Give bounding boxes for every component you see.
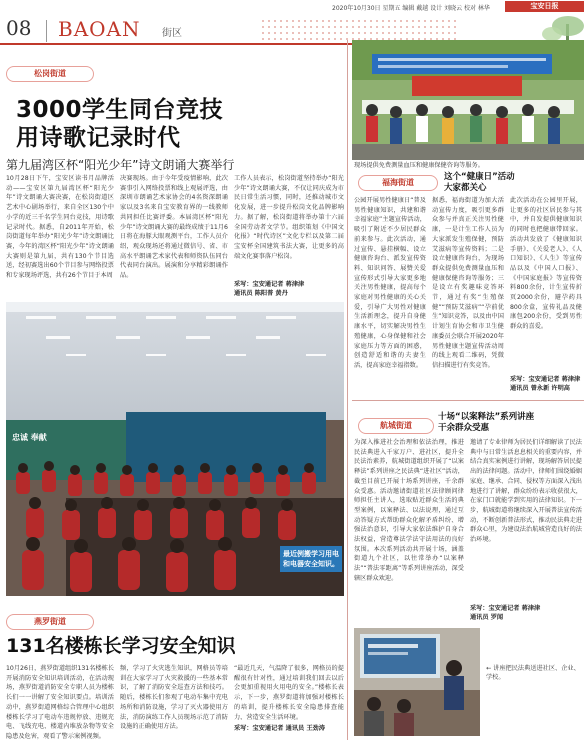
section-divider — [352, 400, 584, 401]
article1-byline: 采写：宝安通记者 蒋津津 通讯员 陈阳普 黄丹 — [234, 281, 305, 297]
health-photo-caption: 现场提供免费测量血压和健康保健咨询等服务。 — [354, 162, 484, 169]
article4-column-1: 10月26日，燕罗街道组织131名楼栋长开展消防安全知识培训活动，在活动现场，燕罗街道消防安全专职人员为楼栋长们一一讲解了安全知识要点。培训活动中，燕罗街道网格综合管理中心组织楼栋长学习了电动车违规停放、违规充电、飞线充电、楼道内堆放杂物等安全隐患及危害，观看了警示案例视频。 — [6, 665, 114, 740]
article4-column-3: “最近几天，气温降了很多，网格员的提醒很有针对性，通过培训我们回去以后会更加重视用火用电的安全。”楼栋长表示，下一步，燕罗街道将加强对楼栋长的培训，提升楼栋长安全隐患排查能力，营造安全生活环境。 — [234, 665, 344, 720]
article3-column-1: 为深入推进社会治理和依法治理，推进民法典进入千家万户、进社区，提升全民法治素养，航城街道组织开展了“以案释法”系列讲座之民法典“进社区”活动，截至目前已开展十场系列讲座，千余群众受惠。活动邀请街道社区法律顾问律师担任主讲人，选取贴近群众生活的典型案例，以案释法、以法说理，通过互动答疑方式帮助群众化解矛盾纠纷、增强法治意识，引导大家依法维护自身合法权益，营造尊法学法守法用法的良好氛围。本次系列活动共开展十场，涵盖街道九个社区，以往常举办“以案释法”“普法零距离”等系列讲座活动，深受辖区群众欢迎。 — [354, 439, 464, 582]
article2-column-2: 据悉，福海街道为加大活动宣传力度，吸引更多群众参与并真正关注男性健康，一是计生工作人员为大家派发生殖保健，预防艾滋病等宣传资料；二是设立健康咨询台，为现场群众提供免费测量血压和健康保健咨询等服务；三是设立有奖趣味竞答环节，通过有奖“生殖保健”“预防艾滋病”“孕前优生”知识竞答，以及由中国计划生育协会和市卫生健康委员会联合开展2020年男性健康主题宣传活动周的线上观看二维码，凭微信扫描进行有奖竞答。 — [432, 197, 504, 369]
headline-line2: 用诗歌记录时代 — [16, 125, 181, 151]
auditorium-photo — [6, 302, 344, 596]
health-event-photo — [352, 40, 584, 160]
masthead-bar — [0, 0, 584, 14]
lecture-photo-caption — [486, 664, 582, 682]
health-event-photo-image — [352, 40, 584, 160]
photo-caption-box: 最近例搬学习用电和电器安全知识。 — [280, 546, 342, 572]
tag-songgang: 松岗街道 — [6, 66, 94, 82]
article1-column-3: 工作人员表示，松岗街道坚持举办“阳光少年”诗文朗诵大赛，不仅让同庆成为市民日常生活习惯，同时，还推动城市文化发展，进一步提升松岗文化品牌影响力。据了解，松岗街道将举办第十六届全国劳动者文学节。组织策划《中国文化报》“时代诗区”文化专栏以及第二届宝安杯全国建筑书法大赛，让更多的高端文化赛事落户松岗。 — [234, 175, 344, 260]
newspaper-brand: 宝安日报 — [505, 1, 584, 12]
header-decoration — [260, 18, 460, 40]
tag-yanluo: 燕罗街道 — [6, 614, 94, 630]
lecture-photo-image — [354, 628, 480, 736]
article2-title: 这个“健康日”活动 大家都关心 — [444, 172, 515, 193]
article4-headline: 131名楼栋长学习安全知识 — [6, 635, 236, 657]
section-subtitle: 街区 — [162, 28, 182, 39]
lecture-photo — [354, 628, 480, 736]
article3-byline: 采写：宝安通记者 蒋津津 通讯员 罗闻 — [470, 605, 541, 621]
column-divider — [347, 40, 348, 740]
article3-column-2: 邀请了专业律师为居民们详细解读了民法典中与日常生活息息相关的重要内容，并结合真实案例进行讲解，现场解答居民提出的法律问题。活动中，律师们围绕婚姻家庭、继承、合同、侵权等方面深入浅出地进行了讲解，群众纷纷表示收获很大，在家门口就能学到实用的法律知识。下一步，航城街道将继续深入开展普法宣传活动，不断创新普法形式，推动民法典走进群众心里，为建设法治航城营造良好的法治环境。 — [470, 439, 582, 544]
article2-column-1: 公园开展男性健康日“普及男性健康知识，共建和谐幸福家庭”主题宣传活动，吸引了附近不少居民群众前来参与。此次活动，通过宣传、悬挂横幅、设立健康咨询台、派发宣传资料、知识问答、展赞关爱宣传形式引导大家更多地关注男性健康，提高每个家庭对男性健康的关心关爱，引导广大男性对健康生活新理念，提升自身健康水平，切实解决男性生殖健康，心身保健和社会家庭压力等方面的困惑，创造舒适和谐的夫妻生活，提高家庭幸福指数。 — [354, 197, 426, 369]
section-title: BAOAN — [58, 17, 141, 41]
article2-byline: 采写：宝安通记者 蒋津津 通讯员 曾永新 许明高 — [510, 376, 581, 392]
article2-column-3: 此次活动在公园里开展，让更多的社区居民参与其中，并自发提供健康知识的同时也把健康带回家。活动共发放了《健康知识手册》、《关爱老人》、《人口知识》、《人生》等宣传品以及《中国人口报》、《中国家庭报》等宣传资料800余份，计生宣传折页2000余份，避孕药具800余盒，宣传礼品及健康包200余份，受到男性群众的喜爱。 — [510, 197, 582, 331]
issue-meta: 2020年10月30日 星期五 编辑 戴越 设计 刘晓云 校对 林华 — [332, 5, 490, 12]
article3-title: 十场“以案释法”系列讲座 干余群众受惠 — [438, 412, 535, 433]
subheadline: 第九届湾区杯“阳光少年”诗文朗诵大赛举行 — [6, 158, 235, 172]
article4-column-2: 频，学习了火灾逃生知识，网格员等培训在大家学习了火灾救援的一些基本常识，了解了消防安全巡查方法和技巧。随后，楼栋长们参观了电动车集中充电场所和消防设施，学习了灭火器使用方法，消防演练工作人员现场示范了消防设施的正确使用方法。 — [120, 665, 228, 731]
page-number: 08 — [6, 16, 32, 40]
article1-column-1: 10月28日下午，宝安区读书月品牌活动——宝安区第九届湾区杯“阳光少年”诗文朗诵大赛决赛，在松岗街道区艺术中心剧场举行，来自全区130个中小学的近三千名学生同台竞技，用诗歌记录时代。据悉，自2011年开始，松岗街道每年举办“阳光少年”诗文朗诵比赛，今年的湾区杯“阳光少年”诗文朗诵大赛则是第九届，共有130个节目选送，经初赛选出60个节目参与网络投票和专家现场评选，共有26个节目于本周 — [6, 175, 114, 280]
headline-line1: 3000学生同台竞技 — [16, 97, 224, 123]
tag-fuhai: 福海街道 — [358, 175, 438, 191]
header-divider — [46, 20, 47, 42]
lecture-caption-text: 讲座把民法典送进社区、企业、学校。 — [486, 665, 580, 681]
article4-byline: 采写：宝安通记者 通讯员 王劲涛 — [234, 725, 325, 732]
article1-column-2: 决赛现场。由于今年受疫情影响，此次赛事引入网络投票和线上观展评选，由深圳市朗诵艺术家协会的4名资深朗诵家以及3名来自宝安教育界的一线教师共同担任比赛评委。本届湾区杯“阳光少年”诗文朗诵大赛的最终成绩于11月6日将在海豚大眼观测平台，工作人员介绍，观众现场还将通过微信号、省、市高水平朗诵艺术家代表和师资队伍同台代表同台演出。展演和分享精彩朗诵作品。 — [120, 175, 228, 280]
arrow-left-icon: ← — [486, 665, 492, 672]
tag-hangcheng: 航城街道 — [358, 418, 434, 434]
auditorium-banner-text: 忠诚 奉献 — [12, 433, 47, 442]
